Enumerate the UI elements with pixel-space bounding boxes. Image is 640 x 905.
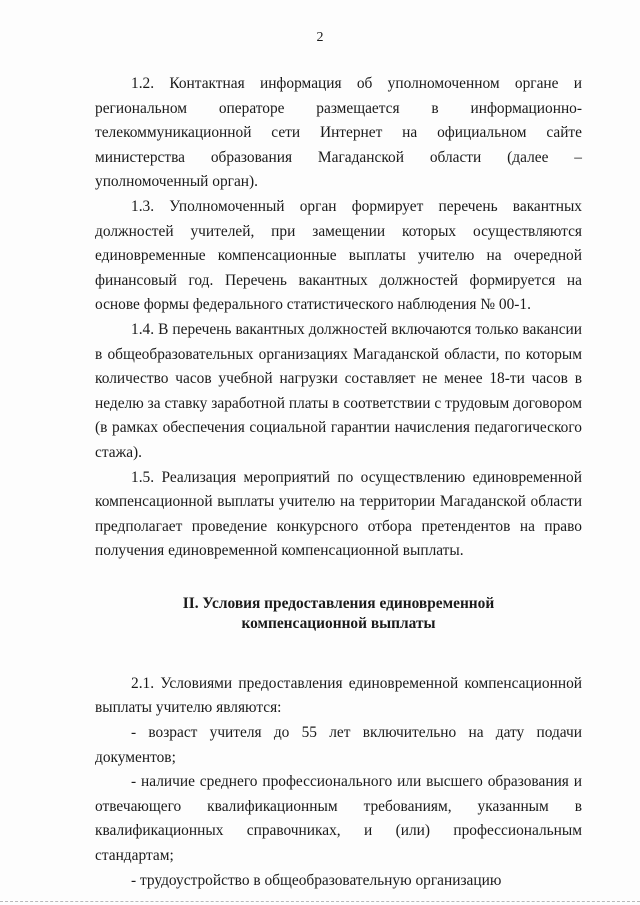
condition-employment-item: - трудоустройство в общеобразовательную организацию bbox=[131, 871, 502, 889]
section-2-heading bbox=[95, 594, 582, 634]
condition-education-item: - наличие среднего профессионального или высшего образования и отвечающего квалификационным требованиям, указанным в квалификационных справочниках, и (или) профессиональным стандартам; bbox=[95, 773, 582, 865]
paragraph-1-5: 1.5. Реализация мероприятий по осуществлению единовременной компенсационной выплаты учителю на территории Магаданской области предполагает проведение конкурсного отбора претендентов на право получения единовременной компенсационной выплаты. bbox=[95, 468, 582, 560]
paragraph-2-1: 2.1. Условиями предоставления единовременной компенсационной выплаты учителю являются: bbox=[95, 674, 582, 717]
paragraph-1-2: 1.2. Контактная информация об уполномоченном органе и региональном операторе размещается в информационно-телекоммуникационной сети Интернет на официальном сайте министерства образования Магаданской области (далее – уполномоченный орган). bbox=[95, 75, 582, 191]
condition-age-item: - возраст учителя до 55 лет включительно на дату подачи документов; bbox=[95, 724, 582, 766]
section-2-heading-line-2: компенсационной выплаты bbox=[241, 614, 436, 632]
document-body bbox=[95, 72, 582, 893]
section-2-heading-line-1: II. Условия предоставления единовременной bbox=[182, 594, 495, 612]
paragraph-1-4: 1.4. В перечень вакантных должностей включаются только вакансии в общеобразовательных организациях Магаданской области, по которым количество часов учебной нагрузки составляет не менее 18-ти часов в неделю за ставку заработной платы в соответствии с трудовым договором (в рамках обеспечения социальной гарантии начисления педагогического стажа). bbox=[95, 320, 582, 461]
paragraph-1-3: 1.3. Уполномоченный орган формирует перечень вакантных должностей учителей, при замещении которых осуществляются единовременные компенсационные выплаты учителю на очередной финансовый год. Перечень вакантных должностей формируется на основе формы федерального статистического наблюдения № 00-1. bbox=[95, 197, 582, 314]
scan-bottom-edge bbox=[0, 901, 640, 903]
page-number: 2 bbox=[316, 30, 324, 45]
